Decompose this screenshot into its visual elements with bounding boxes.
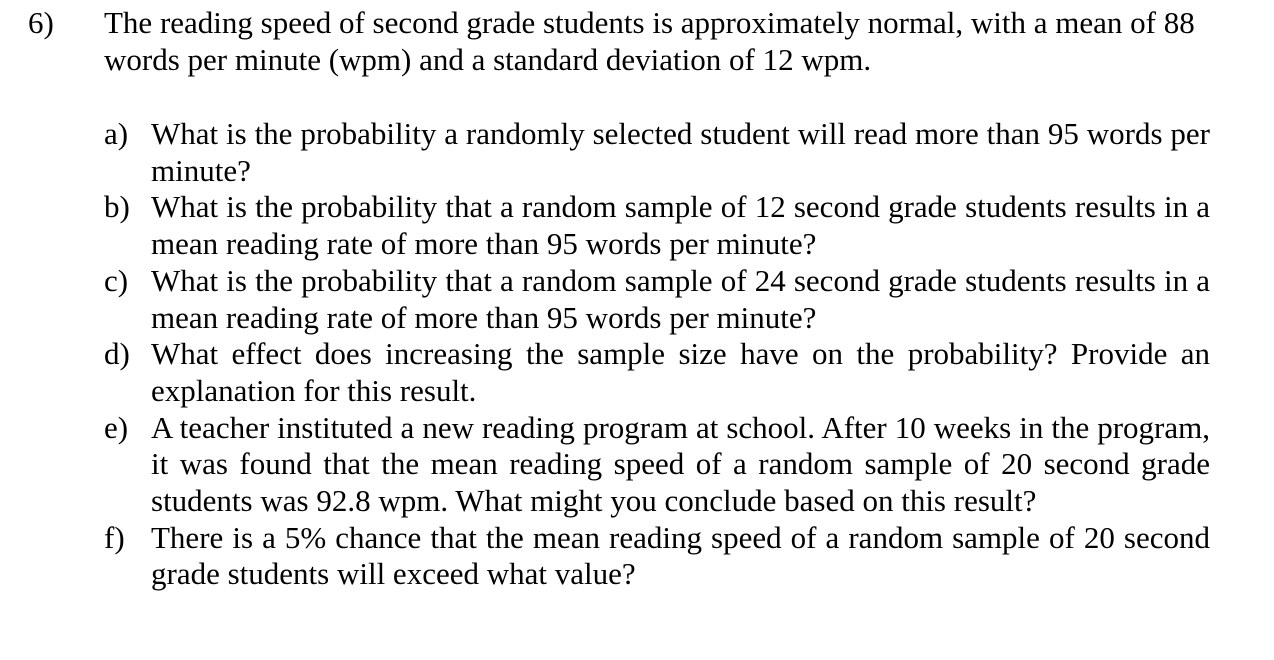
problem-number: 6)	[28, 5, 54, 40]
part-label: d)	[104, 336, 130, 372]
question-parts-list	[104, 116, 1210, 593]
question-part-a	[104, 116, 1210, 189]
part-label: b)	[104, 189, 130, 225]
question-part-d	[104, 336, 1210, 409]
part-text: What effect does increasing the sample size have on the probability? Provide an explanation for this result.	[151, 336, 1210, 408]
part-label: a)	[104, 116, 129, 151]
part-text: A teacher instituted a new reading program at school. After 10 weeks in the program, it was found that the mean reading speed of a random sample of 20 second grade students was 92.8 wpm. What might you conclude based on this result?	[151, 409, 1210, 519]
part-text: What is the probability that a random sample of 12 second grade students results in a mean reading rate of more than 95 words per minute?	[151, 189, 1210, 262]
part-text: What is the probability a randomly selected student will read more than 95 words per minute?	[151, 116, 1210, 188]
question-part-e	[104, 410, 1210, 520]
part-label: c)	[104, 262, 129, 298]
question-part-f	[104, 520, 1210, 593]
problem-stem: The reading speed of second grade students is approximately normal, with a mean of 88 words per minute (wpm) and a standard deviation of 12 wpm.	[104, 5, 1195, 77]
question-part-c	[104, 263, 1210, 336]
part-text: There is a 5% chance that the mean reading speed of a random sample of 20 second grade students will exceed what value?	[151, 519, 1210, 592]
part-label: e)	[104, 409, 129, 445]
part-text: What is the probability that a random sample of 24 second grade students results in a mean reading rate of more than 95 words per minute?	[151, 262, 1210, 335]
question-part-b	[104, 189, 1210, 262]
part-label: f)	[104, 519, 125, 555]
